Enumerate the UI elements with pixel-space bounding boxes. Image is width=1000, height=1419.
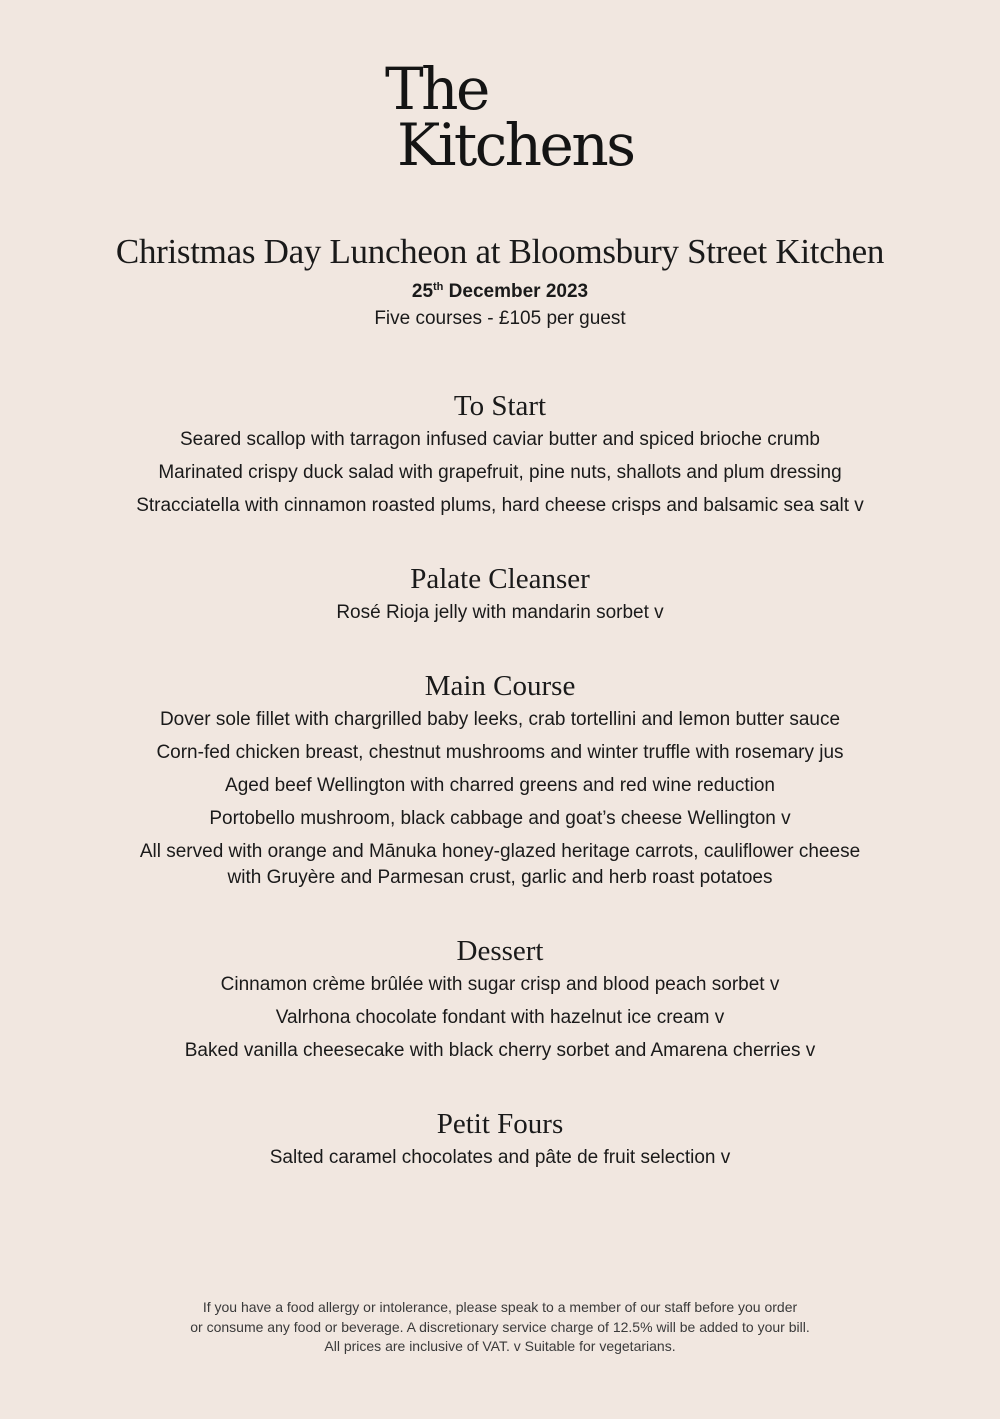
footer-line: All prices are inclusive of VAT. v Suitable for vegetarians.	[324, 1338, 676, 1354]
section-title: Petit Fours	[436, 1108, 564, 1140]
menu-item: Dover sole fillet with chargrilled baby leeks, crab tortellini and lemon butter sauce	[159, 709, 841, 730]
logo-line-1: The	[385, 55, 488, 123]
section-title: Dessert	[456, 935, 544, 967]
date-month-year: December 2023	[443, 281, 589, 302]
section-to-start	[0, 388, 1000, 519]
date-suffix: th	[433, 281, 444, 293]
footer-line: or consume any food or beverage. A discretionary service charge of 12.5% will be added to your bill.	[190, 1318, 810, 1335]
menu-item: Cinnamon crème brûlée with sugar crisp and blood peach sorbet v	[220, 974, 780, 995]
section-dessert	[0, 933, 1000, 1064]
footer-line: If you have a food allergy or intolerance, please speak to a member of our staff before you order	[202, 1299, 798, 1315]
logo-line-2: Kitchens	[397, 111, 634, 179]
event-date	[0, 280, 1000, 304]
menu-item: Corn-fed chicken breast, chestnut mushrooms and winter truffle with rosemary jus	[156, 742, 844, 763]
menu-title: Christmas Day Luncheon at Bloomsbury Street Kitchen	[115, 232, 885, 271]
section-main-course	[0, 668, 1000, 891]
menu-item: Baked vanilla cheesecake with black cherry sorbet and Amarena cherries v	[184, 1040, 816, 1061]
menu-item-sides: All served with orange and Mānuka honey-glazed heritage carrots, cauliflower cheese with Gruyère and Parmesan crust, garlic and herb roast potatoes	[139, 841, 861, 888]
section-title: Palate Cleanser	[410, 563, 590, 595]
menu-item: Valrhona chocolate fondant with hazelnut ice cream v	[275, 1007, 725, 1028]
section-title: To Start	[453, 390, 547, 422]
menu-item: Portobello mushroom, black cabbage and goat’s cheese Wellington v	[209, 808, 791, 829]
section-title: Main Course	[424, 670, 576, 702]
date-day: 25	[411, 281, 434, 302]
allergy-footer	[0, 1298, 1000, 1357]
menu-item: Rosé Rioja jelly with mandarin sorbet v	[336, 602, 664, 623]
menu-item: Stracciatella with cinnamon roasted plums, hard cheese crisps and balsamic sea salt v	[136, 495, 864, 516]
price-line: Five courses - £105 per guest	[374, 308, 626, 329]
menu-item: Aged beef Wellington with charred greens and red wine reduction	[225, 775, 775, 796]
section-petit-fours	[0, 1106, 1000, 1171]
menu-item: Seared scallop with tarragon infused caviar butter and spiced brioche crumb	[179, 429, 821, 450]
menu-item: Salted caramel chocolates and pâte de fruit selection v	[269, 1147, 731, 1168]
menu-item: Marinated crispy duck salad with grapefruit, pine nuts, shallots and plum dressing	[158, 462, 842, 483]
section-palate-cleanser	[0, 561, 1000, 626]
